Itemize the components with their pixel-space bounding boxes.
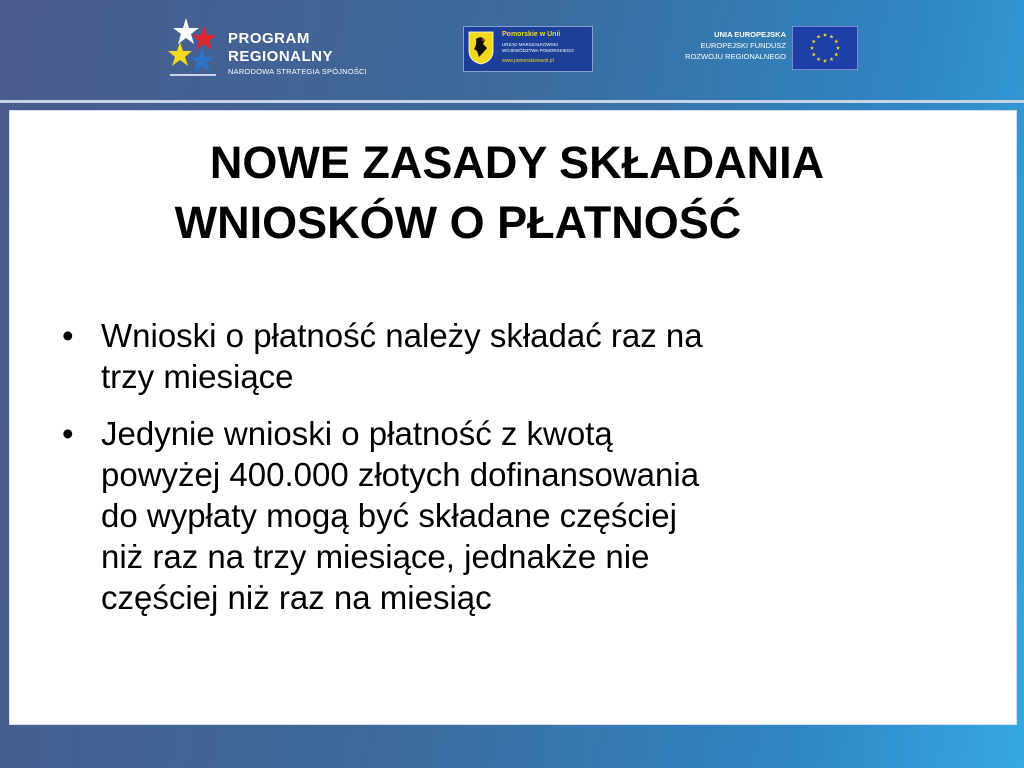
pomorskie-logo-line2: URZĄD MARSZAŁKOWSKI xyxy=(502,42,559,47)
eu-erdf-logo xyxy=(662,26,858,72)
program-regionalny-logo xyxy=(166,14,386,84)
bullet-dot: • xyxy=(62,415,74,452)
bullet-2-line4: niż raz na trzy miesiące, jednakże nie xyxy=(101,538,650,575)
slide-title-line1: NOWE ZASADY SKŁADANIA xyxy=(209,137,825,188)
pomorskie-logo-line3: WOJEWÓDZTWA POMORSKIEGO xyxy=(502,47,574,53)
program-logo-title xyxy=(228,30,333,66)
pomorskie-logo-url: www.pomorskiewunii.pl xyxy=(502,58,554,64)
eu-logo-line3: ROZWOJU REGIONALNEGO xyxy=(685,52,786,61)
eu-logo-line1: UNIA EUROPEJSKA xyxy=(714,30,786,39)
eu-logo-line2: EUROPEJSKI FUNDUSZ xyxy=(700,41,786,50)
bullet-2-line1: Jedynie wnioski o płatność z kwotą xyxy=(101,415,613,452)
bullet-dot: • xyxy=(62,317,74,354)
slide-title xyxy=(10,133,1016,253)
star-rosette-logo-icon xyxy=(166,14,222,80)
bullet-list xyxy=(62,315,962,634)
eu-logo-text xyxy=(685,29,786,62)
bullet-item xyxy=(62,315,962,397)
bullet-1-line1: Wnioski o płatność należy składać raz na xyxy=(101,317,703,354)
bullet-1-line2: trzy miesiące xyxy=(101,358,294,395)
bullet-2-line5: częściej niż raz na miesiąc xyxy=(101,579,492,616)
program-logo-subtitle: NARODOWA STRATEGIA SPÓJNOŚCI xyxy=(228,67,367,76)
eu-flag-icon xyxy=(792,26,858,70)
bullet-item xyxy=(62,413,962,618)
pomorskie-logo-subtitle xyxy=(502,42,574,53)
program-logo-line2: REGIONALNY xyxy=(228,48,334,65)
header-divider xyxy=(0,100,1024,103)
slide-content-panel xyxy=(9,110,1017,725)
pomorskie-logo-title: Pomorskie w Unii xyxy=(502,31,561,38)
griffin-crest-icon xyxy=(468,31,494,65)
pomorskie-w-unii-logo xyxy=(463,26,593,72)
bullet-2-line2: powyżej 400.000 złotych dofinansowania xyxy=(101,456,700,493)
bullet-2-line3: do wypłaty mogą być składane częściej xyxy=(101,497,677,534)
slide-header xyxy=(0,0,1024,100)
program-logo-line1: PROGRAM xyxy=(228,30,310,47)
slide-title-line2: WNIOSKÓW O PŁATNOŚĆ xyxy=(174,197,742,248)
